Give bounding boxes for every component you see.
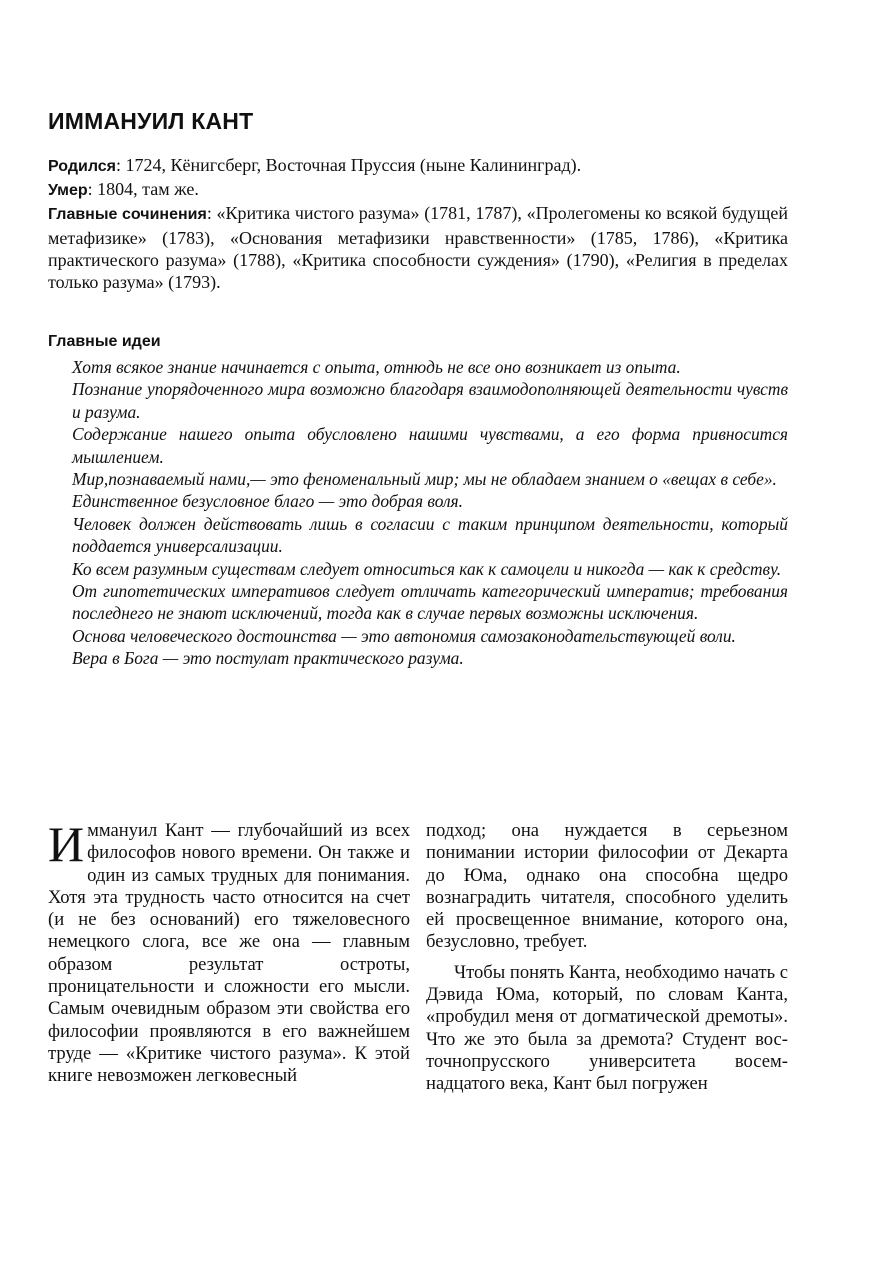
idea-item: Ко всем разумным существам следует относиться как к самоцели и никогда — как к средству. [72, 558, 782, 579]
idea-item: Основа человеческого достоинства — это автономия самозаконодательствующей воли. [72, 625, 736, 646]
chapter-title: ИММАНУИЛ КАНТ [48, 108, 254, 134]
idea-item: Вера в Бога — это постулат практического разума. [72, 648, 464, 669]
works-value: : «Критика чистого разума» (1781, 1787), «Пролегомены ко всякой будущей метафизике» (1783), «Основания метафизики нравственности» (1785, 1786), «Критика практического разума» (1788), «Критика способности суждения» (1790), «Религия в пределах только разума» (1793). [48, 203, 789, 293]
body-paragraph-continued: подход; она нуждается в серьезном понимании истории философии от Декарта до Юма, однако она способна щедро вознаградить читателя, способного уделить ей просвещенное внимание, которого она, безусловно, требует. [426, 820, 788, 953]
idea-item: Содержание нашего опыта обусловлено нашими чувствами, а его форма привносится мышлением. [72, 424, 788, 467]
born-label: Родился [48, 158, 117, 175]
idea-item: Познание упорядоченного мира возможно благодаря взаимодополняющей деятельности чувств и разума. [72, 379, 788, 422]
works-label: Главные сочинения [48, 206, 207, 224]
main-ideas-list [72, 356, 788, 670]
idea-item: Человек должен действовать лишь в согласии с таким принципом деятельности, который поддается универсализации. [72, 513, 788, 557]
idea-item: Мир,познаваемый нами,— это феноменальный мир; мы не обладаем знанием о «вещах в себе». [72, 469, 777, 490]
body-column-left [48, 816, 410, 1088]
born-value: : 1724, Кёнигсберг, Восточная Пруссия (ныне Калининград). [116, 155, 582, 175]
biography-block [48, 154, 788, 293]
idea-item: От гипотетических императивов следует отличать категорический императив; требования последнего не знают исключений, тогда как в случае первых возможны исключения. [72, 581, 788, 624]
body-text-left: ммануил Кант — глубочайший из всех философов нового времени. Он также и один из самых трудных для понимания. Хотя эта трудность часто относится на счет (и не без оснований) его тяжеловесного немецкого слога, все же она — главным образом результат остроты, проницательности и сложности его мысли. Самым очевидным образом эти свойства его философии проявляются в его важнейшем труде — «Критике чистого разума». К этой книге невозможен легковесный [48, 820, 410, 1087]
died-label: Умер [48, 182, 88, 200]
main-ideas-heading: Главные идеи [48, 333, 161, 350]
born-line [48, 154, 788, 178]
body-column-right [426, 820, 788, 1096]
works-line [48, 202, 788, 293]
drop-cap: И [48, 816, 85, 872]
body-paragraph [48, 816, 410, 1088]
idea-item: Единственное безусловное благо — это добрая воля. [72, 491, 463, 512]
died-value: : 1804, там же. [87, 179, 199, 200]
died-line [48, 178, 788, 202]
idea-item: Хотя всякое знание начинается с опыта, отнюдь не все оно возникает из опыта. [72, 357, 681, 377]
body-paragraph: Чтобы понять Канта, необходимо начать с Дэвида Юма, который, по словам Канта, «пробудил меня от догматической дремоты». Что же это была за дремота? Студент восточнопрусского университета восемнадцатого века, Кант был погружен [426, 961, 788, 1095]
